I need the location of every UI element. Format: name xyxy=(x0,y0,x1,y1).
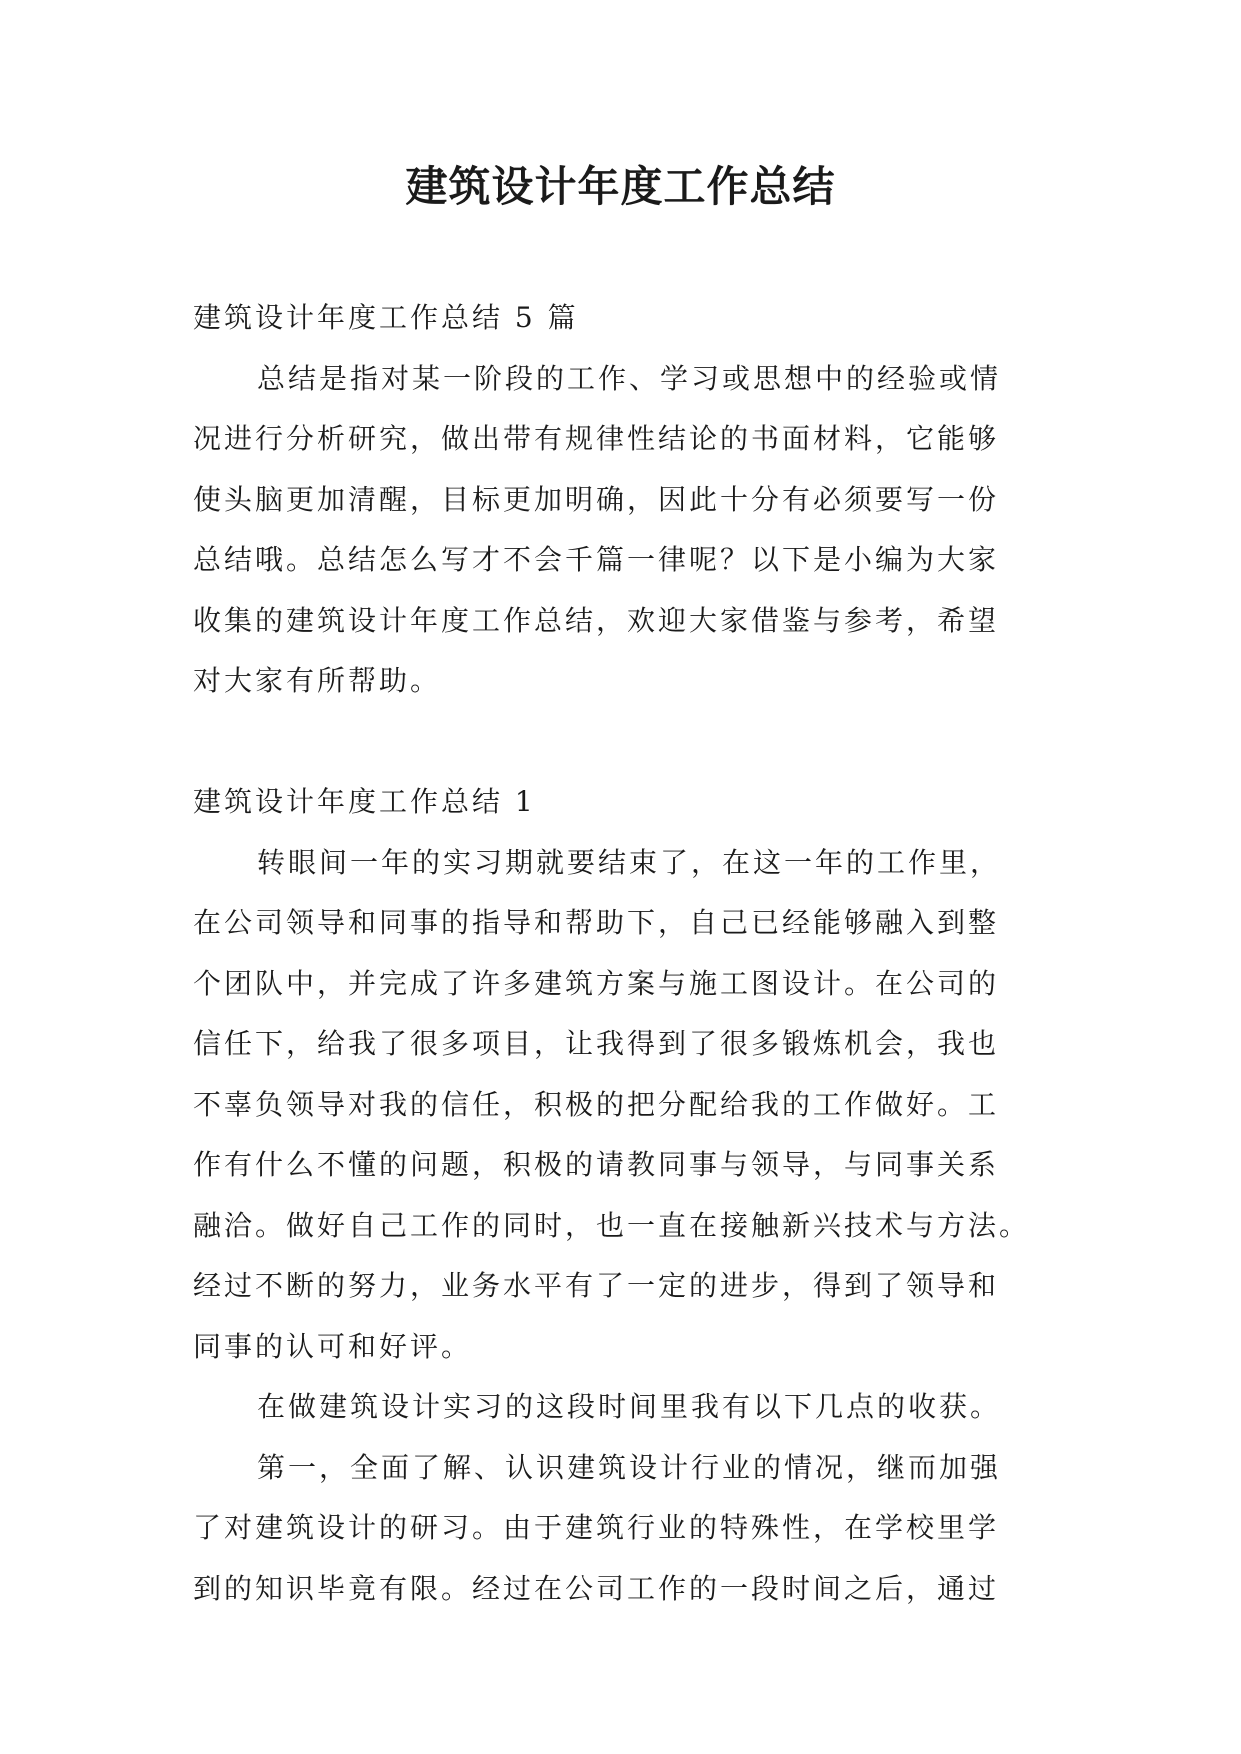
text-line: 总结哦。总结怎么写才不会千篇一律呢？以下是小编为大家 xyxy=(193,543,1000,576)
text-line: 了对建筑设计的研习。由于建筑行业的特殊性，在学校里学 xyxy=(193,1511,1000,1544)
text-line: 融洽。做好自己工作的同时，也一直在接触新兴技术与方法。 xyxy=(193,1208,1031,1242)
text-line: 转眼间一年的实习期就要结束了，在这一年的工作里， xyxy=(257,845,1002,879)
intro-paragraph xyxy=(193,349,1073,712)
text-line: 同事的认可和好评。 xyxy=(193,1329,473,1363)
text-line: 信任下，给我了很多项目，让我得到了很多锻炼机会，我也 xyxy=(193,1027,1000,1060)
text-line: 使头脑更加清醒，目标更加明确，因此十分有必须要写一份 xyxy=(193,482,1000,516)
section-paragraph xyxy=(193,1377,1073,1438)
text-line: 第一，全面了解、认识建筑设计行业的情况，继而加强 xyxy=(257,1450,1002,1484)
document-title: 建筑设计年度工作总结 xyxy=(405,162,836,211)
section-paragraph xyxy=(193,833,1073,1378)
text-line: 不辜负领导对我的信任，积极的把分配给我的工作做好。工 xyxy=(193,1087,1000,1121)
section-heading: 建筑设计年度工作总结 1 xyxy=(193,785,536,818)
document-subtitle: 建筑设计年度工作总结 5 篇 xyxy=(193,301,579,334)
document-body xyxy=(193,288,1073,1619)
text-line: 收集的建筑设计年度工作总结，欢迎大家借鉴与参考，希望 xyxy=(193,603,1000,637)
text-line: 在公司领导和同事的指导和帮助下，自己已经能够融入到整 xyxy=(193,906,1000,939)
text-line: 总结是指对某一阶段的工作、学习或思想中的经验或情 xyxy=(257,361,1002,395)
section-paragraph xyxy=(193,1438,1073,1620)
spacer xyxy=(193,712,1073,773)
text-line: 到的知识毕竟有限。经过在公司工作的一段时间之后，通过 xyxy=(193,1571,1000,1605)
text-line: 对大家有所帮助。 xyxy=(193,664,442,697)
text-line: 况进行分析研究，做出带有规律性结论的书面材料，它能够 xyxy=(193,422,1000,455)
text-line: 在做建筑设计实习的这段时间里我有以下几点的收获。 xyxy=(257,1390,1002,1423)
text-line: 个团队中，并完成了许多建筑方案与施工图设计。在公司的 xyxy=(193,966,1000,1000)
text-line: 经过不断的努力，业务水平有了一定的进步，得到了领导和 xyxy=(193,1269,1000,1302)
text-line: 作有什么不懂的问题，积极的请教同事与领导，与同事关系 xyxy=(193,1148,1000,1181)
